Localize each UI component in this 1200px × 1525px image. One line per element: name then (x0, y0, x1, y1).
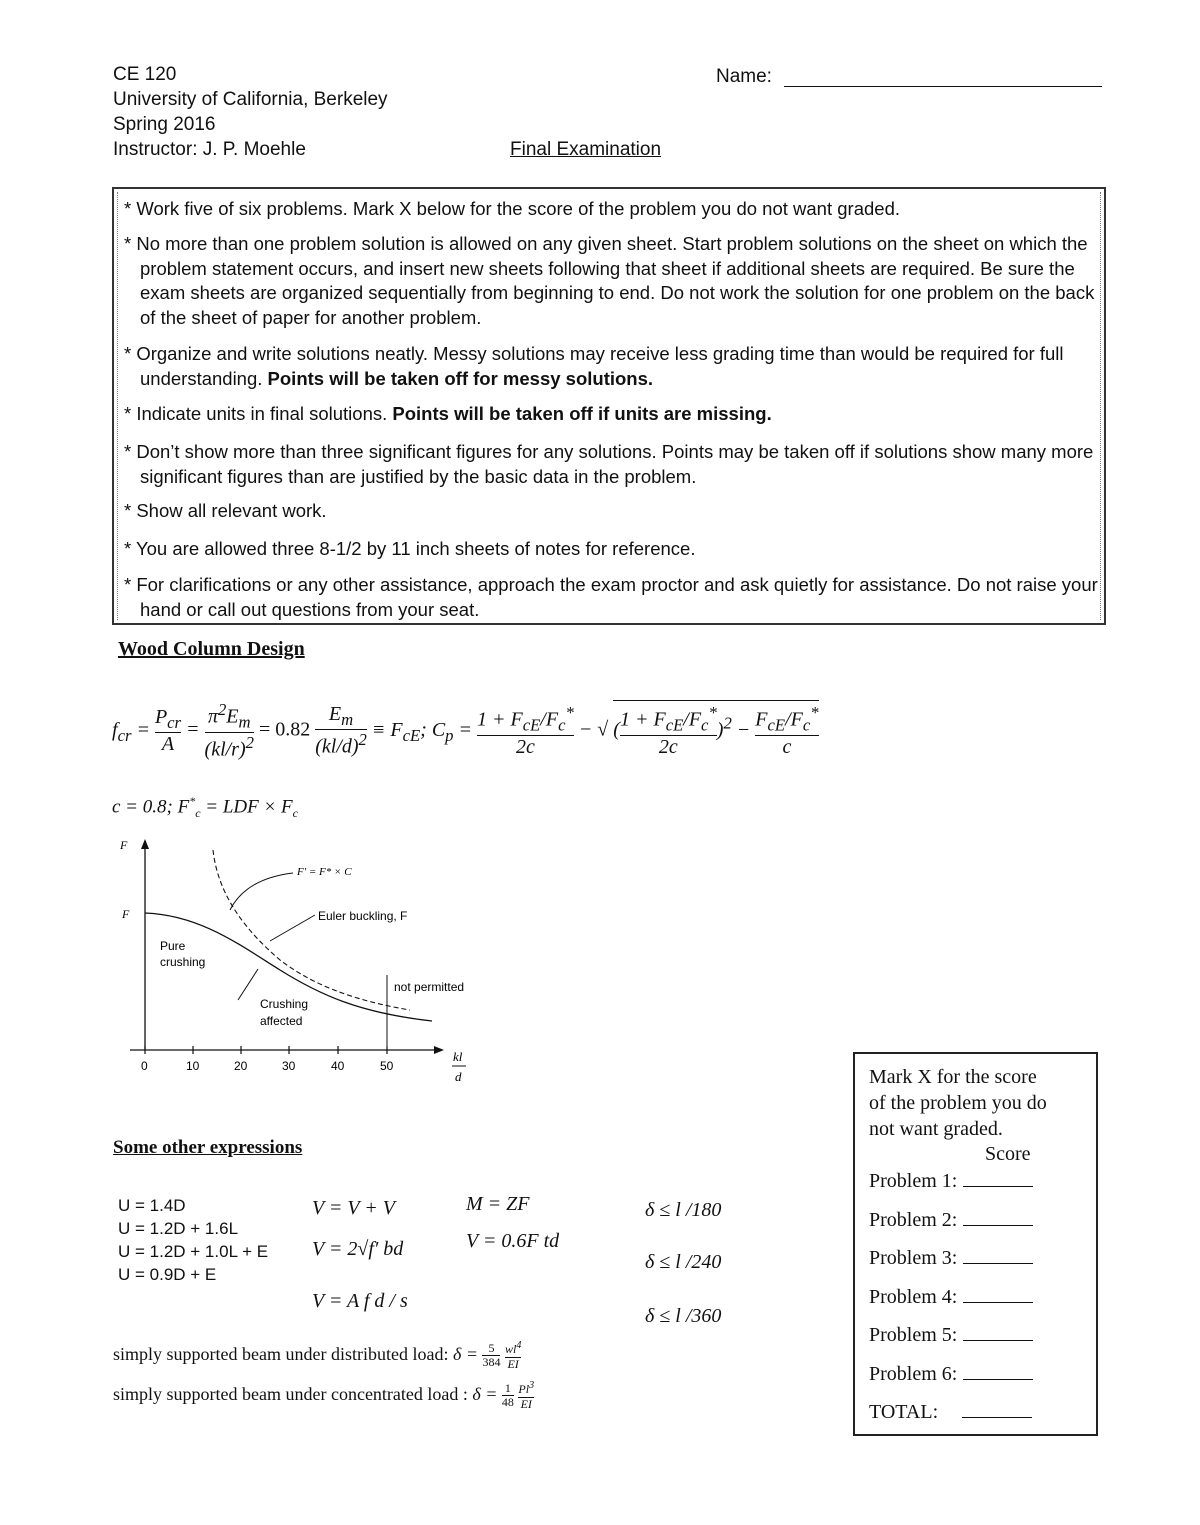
y-axis-arrow (141, 839, 149, 849)
leader-fc (230, 873, 293, 910)
score-field-4[interactable] (963, 1286, 1033, 1303)
deflection-limit-3: δ ≤ l /360 (645, 1305, 722, 1327)
instruction-4: * Indicate units in final solutions. Points will be taken off if units are missing. (124, 403, 772, 424)
concentrated-load-eq: simply supported beam under concentrated load : δ = $\frac{1}{48}$ $\frac{Pl^3}{EI}$ (113, 1380, 535, 1411)
instruction-6: * Show all relevant work. (124, 500, 327, 521)
load-combo-3: U = 1.2D + 1.0L + E (118, 1242, 269, 1261)
shear-eq-2: V = 2√f′ bd (312, 1238, 404, 1260)
x-tick-label-50: 50 (380, 1059, 394, 1073)
column-stability-graph (110, 835, 490, 1095)
x-tick-label-0: 0 (141, 1059, 148, 1073)
header-block (113, 62, 388, 162)
instruction-5: * Don’t show more than three significant figures for any solutions. Points may be taken off if solutions show many more significant figures than are justified by the basic data in the problem. (124, 441, 1094, 487)
deflection-limit-2: δ ≤ l /240 (645, 1251, 722, 1273)
score-row-problem-6: Problem 6: (869, 1363, 1033, 1386)
university: University of California, Berkeley (113, 89, 388, 110)
shear-eq-1: V = V + V (312, 1197, 395, 1219)
score-field-total[interactable] (962, 1401, 1032, 1418)
x-tick-label-30: 30 (282, 1059, 296, 1073)
pure-crushing-label-1: Pure (160, 939, 186, 953)
instruction-2: * No more than one problem solution is allowed on any given sheet. Start problem solutions on the sheet on which the problem statement occurs, and insert new sheets following that sheet if additional sheets are required. Be sure the exam sheets are organized sequentially from beginning to end. Do not work the solution for one problem on the back of the sheet of paper for another problem. (124, 233, 1095, 328)
not-permitted-label: not permitted (394, 980, 465, 994)
score-field-2[interactable] (963, 1209, 1033, 1226)
name-field[interactable] (784, 86, 1102, 87)
score-box (853, 1052, 1098, 1436)
x-axis-label-num: kl (453, 1049, 463, 1064)
score-row-problem-4: Problem 4: (869, 1286, 1033, 1309)
score-row-problem-5: Problem 5: (869, 1324, 1033, 1347)
x-tick-label-20: 20 (234, 1059, 248, 1073)
other-heading: Some other expressions (113, 1137, 303, 1158)
crushing-affected-label-1: Crushing (260, 997, 309, 1011)
shear-steel-eq: V = 0.6F td (466, 1230, 560, 1252)
load-combo-4: U = 0.9D + E (118, 1265, 217, 1284)
score-row-problem-2: Problem 2: (869, 1209, 1033, 1232)
score-field-5[interactable] (963, 1324, 1033, 1341)
pure-crushing-label-2: crushing (160, 955, 206, 969)
exam-title: Final Examination (510, 139, 662, 160)
score-field-6[interactable] (963, 1363, 1033, 1380)
euler-label: Euler buckling, F (318, 909, 408, 923)
x-axis-arrow (434, 1046, 444, 1054)
leader-euler (270, 915, 315, 941)
leader-crushing (238, 969, 258, 1000)
load-combinations (118, 1194, 268, 1286)
score-row-problem-3: Problem 3: (869, 1247, 1033, 1270)
score-row-problem-1: Problem 1: (869, 1170, 1033, 1193)
load-combo-2: U = 1.2D + 1.6L (118, 1219, 239, 1238)
score-header: Score (985, 1143, 1031, 1165)
crushing-affected-label-2: affected (260, 1014, 303, 1028)
instructor: Instructor: J. P. Moehle (113, 139, 306, 160)
score-row-total: TOTAL: (869, 1401, 1032, 1424)
deflection-limit-1: δ ≤ l /180 (645, 1199, 722, 1221)
name-label: Name: (716, 66, 772, 87)
y-value-label: F (122, 907, 130, 921)
score-instructions: Mark X for the score of the problem you do not want graded. (869, 1066, 1047, 1140)
load-combo-1: U = 1.4D (118, 1196, 186, 1215)
instructions-box (112, 187, 1106, 625)
x-axis-label-den: d (455, 1069, 462, 1084)
shear-eq-3: V = A f d / s (312, 1290, 408, 1312)
term: Spring 2016 (113, 114, 216, 135)
instruction-8: * For clarifications or any other assistance, approach the exam proctor and ask quietly for assistance. Do not raise your hand or call out questions from your seat. (124, 574, 1098, 620)
wood-heading: Wood Column Design (118, 638, 305, 660)
instruction-1: * Work five of six problems. Mark X below for the score of the problem you do not want graded. (124, 198, 900, 219)
column-formula: $f_{cr}$ = $\frac{P_{cr}}{A}$ = $\frac{\pi^2E_m}{(kl/r)^2}$ = 0.82 $\frac{E_m}{(kl/d)^2}$ ≡ $F_{cE}$; $C_p$ = $\frac{1 + F_{cE}/F_c^*}{2c}$ − √ ( $\frac{1 + F_{cE}/F_c^*}{2c}$ )$^2$ − $\frac{F_{cE}/F_c^*}{c}$ (112, 700, 819, 761)
x-tick-label-10: 10 (186, 1059, 200, 1073)
score-field-1[interactable] (963, 1170, 1033, 1187)
moment-eq: M = ZF (466, 1193, 530, 1215)
score-field-3[interactable] (963, 1247, 1033, 1264)
c-line: c = 0.8; $F^*_c$ = LDF × $F_c$ (112, 794, 298, 821)
fc-curve-label: F′ = F* × C (297, 866, 352, 878)
course-code: CE 120 (113, 64, 177, 85)
x-tick-label-40: 40 (331, 1059, 345, 1073)
y-axis-label: F (120, 838, 128, 852)
instruction-7: * You are allowed three 8-1/2 by 11 inch sheets of notes for reference. (124, 538, 696, 559)
distributed-load-eq: simply supported beam under distributed load: δ = $\frac{5}{384}$ $\frac{wl^4}{EI}$ (113, 1340, 522, 1371)
instruction-3: * Organize and write solutions neatly. Messy solutions may receive less grading time than would be required for full understanding. Points will be taken off for messy solutions. (124, 343, 1064, 389)
